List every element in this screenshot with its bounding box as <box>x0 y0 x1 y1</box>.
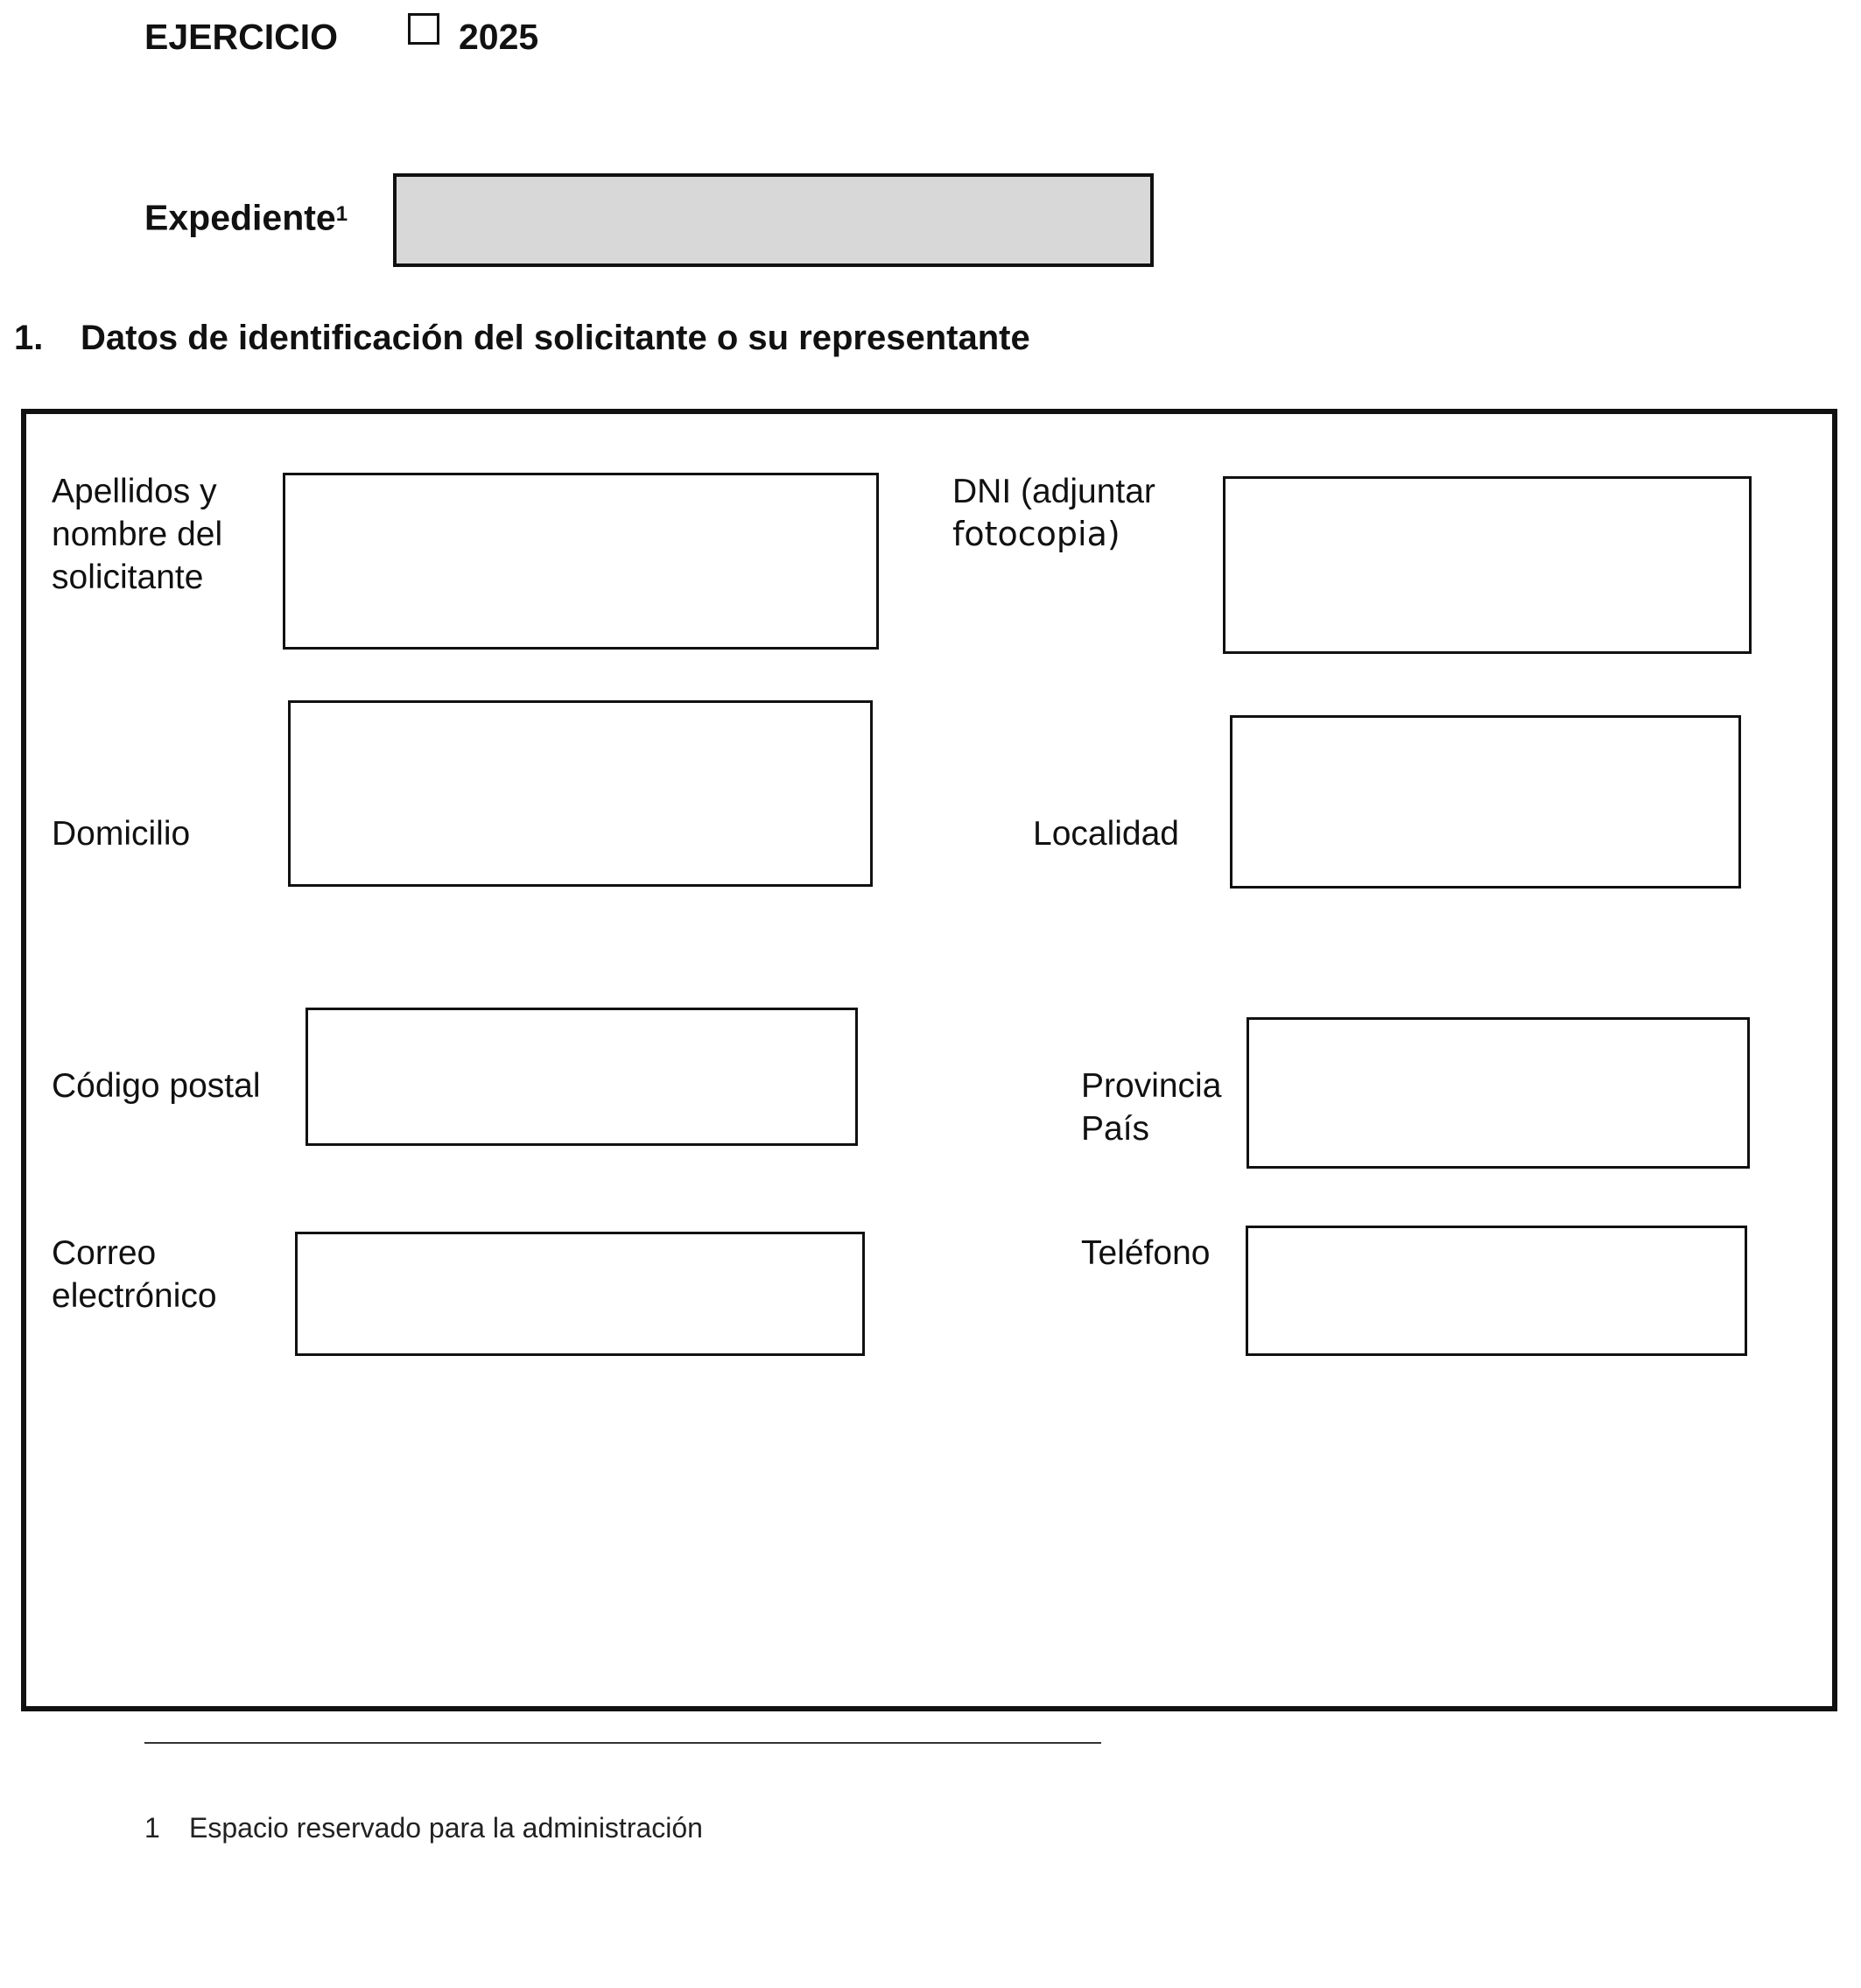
correo-input[interactable] <box>295 1232 865 1356</box>
expediente-label <box>144 186 348 242</box>
expediente-footnote-ref: 1 <box>335 202 348 226</box>
localidad-label: Localidad <box>1033 815 1179 853</box>
telefono-label: Teléfono <box>1081 1234 1211 1272</box>
apellidos-label-line3: solicitante <box>52 558 204 596</box>
domicilio-label: Domicilio <box>52 815 191 853</box>
ejercicio-label: EJERCICIO <box>144 17 338 57</box>
ejercicio-checkbox[interactable] <box>408 13 439 45</box>
provincia-input[interactable] <box>1247 1017 1750 1169</box>
provincia-label-line1: Provincia <box>1081 1067 1222 1105</box>
localidad-input[interactable] <box>1230 715 1741 889</box>
expediente-field <box>393 173 1154 267</box>
apellidos-label-line2: nombre del <box>52 516 223 553</box>
section-number: 1. <box>14 319 44 357</box>
domicilio-input[interactable] <box>288 700 873 887</box>
apellidos-input[interactable] <box>283 473 879 650</box>
footnote-number: 1 <box>144 1812 160 1844</box>
apellidos-label-line1: Apellidos y <box>52 473 217 510</box>
dni-label-line2: fotocopia) <box>952 515 1120 553</box>
section-title: Datos de identificación del solicitante o su representante <box>81 319 1030 357</box>
ejercicio-year: 2025 <box>459 17 539 57</box>
apellidos-label <box>52 470 222 599</box>
dni-label <box>952 470 1155 556</box>
provincia-label <box>1081 1064 1221 1150</box>
correo-label-line2: electrónico <box>52 1277 217 1315</box>
footnote-rule <box>144 1742 1101 1744</box>
dni-input[interactable] <box>1223 476 1752 654</box>
telefono-input[interactable] <box>1246 1226 1747 1356</box>
footnote-text: Espacio reservado para la administración <box>189 1812 703 1844</box>
codigo-postal-label: Código postal <box>52 1067 261 1105</box>
codigo-postal-input[interactable] <box>305 1008 858 1146</box>
correo-label <box>52 1232 217 1317</box>
dni-label-line1: DNI (adjuntar <box>952 473 1155 510</box>
provincia-label-line2: País <box>1081 1110 1150 1148</box>
correo-label-line1: Correo <box>52 1234 157 1272</box>
expediente-label-text: Expediente <box>144 197 336 238</box>
